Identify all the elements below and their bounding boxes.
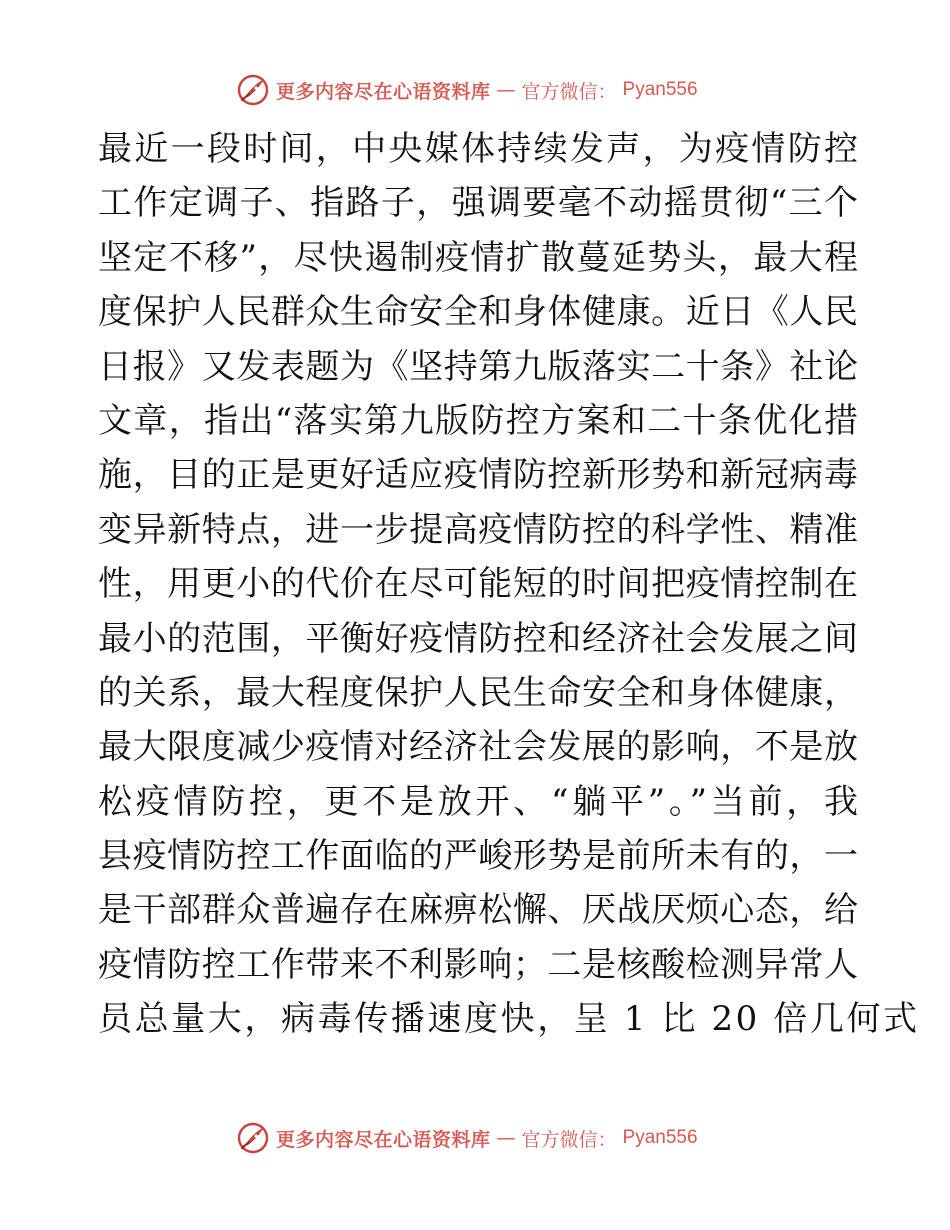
text-line-13: 松疫情防控，更不是放开、“躺平”。”当前，我: [98, 781, 858, 822]
text-line-9: 性，用更小的代价在尽可能短的时间把疫情控制在: [98, 564, 858, 605]
text-line-7: 施，目的正是更好适应疫情防控新形势和新冠病毒: [98, 455, 858, 496]
banner-dash: —: [496, 1127, 516, 1149]
banner-wechat-id: Pyan556: [622, 1127, 698, 1148]
banner-dash: —: [496, 79, 516, 101]
body-paragraph: [98, 122, 920, 1047]
text-line-3: 坚定不移”，尽快遏制疫情扩散蔓延势头，最大程: [98, 237, 858, 278]
banner-wechat-label: 官方微信：: [521, 1128, 617, 1151]
text-line-10: 最小的范围，平衡好疫情防控和经济社会发展之间: [98, 618, 858, 659]
text-line-12: 最大限度减少疫情对经济社会发展的影响，不是放: [98, 727, 858, 768]
text-line-2: 工作定调子、指路子，强调要毫不动摇贯彻“三个: [98, 183, 858, 224]
text-line-8: 变异新特点，进一步提高疫情防控的科学性、精准: [98, 509, 858, 550]
text-line-17: 员总量大，病毒传播速度快，呈 1 比 20 倍几何式: [98, 999, 920, 1040]
quill-logo-icon: [236, 73, 270, 107]
header-banner: [236, 72, 698, 108]
banner-main-text: 更多内容尽在心语资料库: [276, 80, 491, 103]
banner-wechat-label: 官方微信：: [521, 80, 617, 103]
text-line-6: 文章，指出“落实第九版防控方案和二十条优化措: [98, 400, 858, 441]
text-line-14: 县疫情防控工作面临的严峻形势是前所未有的，一: [98, 836, 858, 877]
banner-main-text: 更多内容尽在心语资料库: [276, 1128, 491, 1151]
text-line-1: 最近一段时间，中央媒体持续发声，为疫情防控: [98, 129, 858, 169]
footer-banner: [236, 1120, 698, 1156]
text-line-5: 日报》又发表题为《坚持第九版落实二十条》社论: [98, 346, 858, 387]
text-line-16: 疫情防控工作带来不利影响；二是核酸检测异常人: [98, 944, 858, 985]
banner-wechat-id: Pyan556: [622, 79, 698, 100]
text-line-11: 的关系，最大程度保护人民生命安全和身体健康，: [98, 672, 858, 713]
quill-logo-icon: [236, 1121, 270, 1155]
text-line-4: 度保护人民群众生命安全和身体健康。近日《人民: [98, 292, 858, 333]
text-line-15: 是干部群众普遍存在麻痹松懈、厌战厌烦心态，给: [98, 890, 858, 931]
